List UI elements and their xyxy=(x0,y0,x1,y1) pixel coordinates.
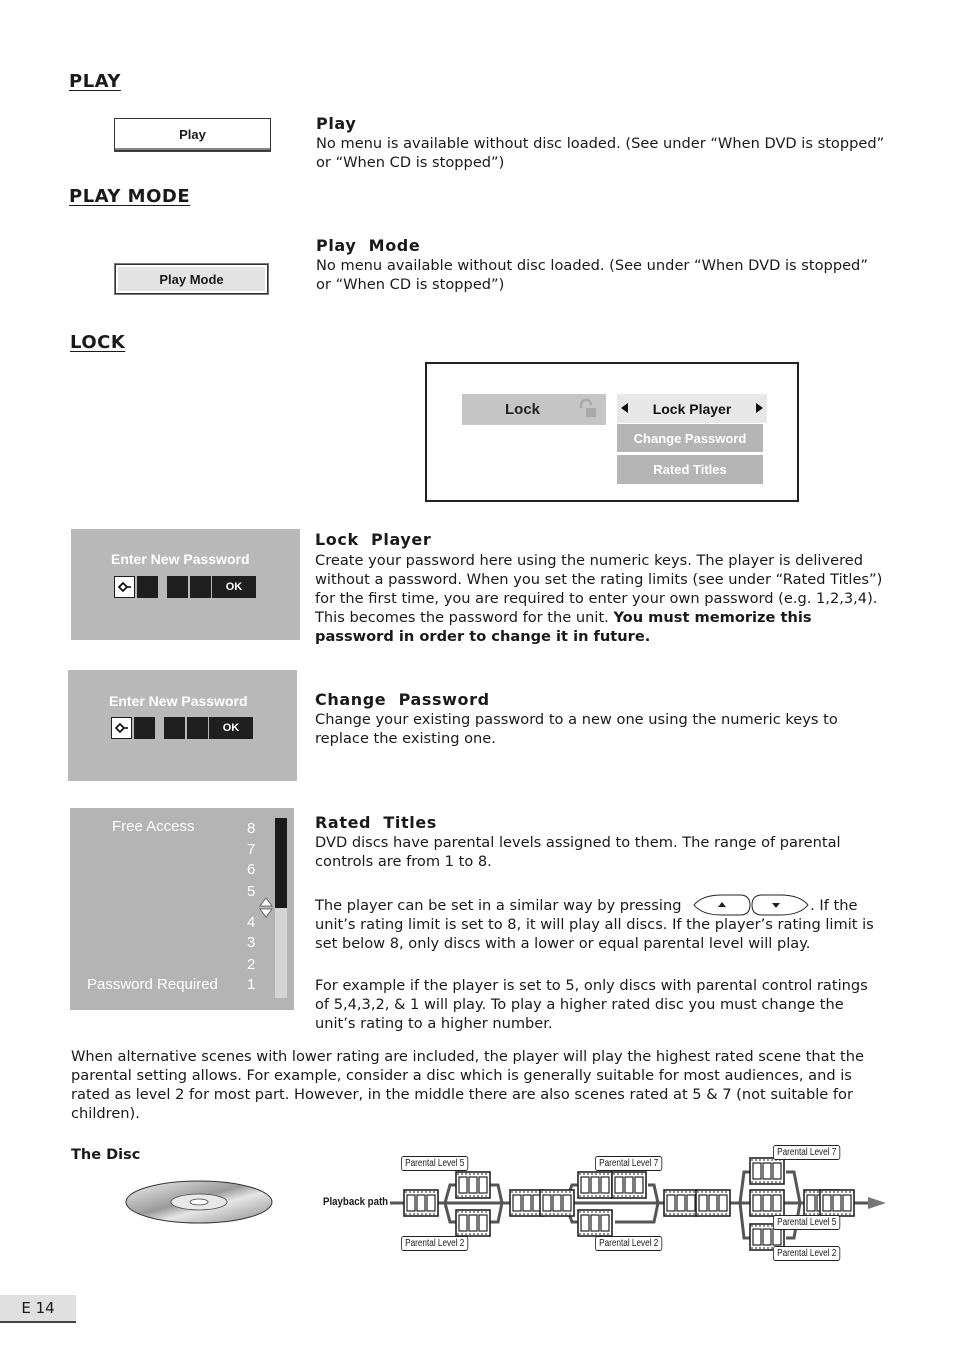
rated-titles-description-2 xyxy=(315,896,890,953)
arrow-left-icon[interactable] xyxy=(621,403,628,413)
play-description: No menu is available without disc loaded. (See under “When DVD is stopped” or “When CD is stopped”) xyxy=(316,135,885,171)
parental-level-label: Parental Level 5 xyxy=(401,1156,468,1171)
play-menu-button[interactable]: Play xyxy=(114,118,271,151)
rated-titles-description-3: For example if the player is set to 5, only discs with parental control ratings of 5,4,3,2, & 1 will play. To play a higher rated disc you must change the unit’s rating to a higher number. xyxy=(315,977,868,1032)
enter-password-panel-change xyxy=(68,670,297,781)
rated-titles-subheading: Rated Titles xyxy=(315,813,437,832)
page-number: E 14 xyxy=(0,1295,76,1323)
lock-player-text: Create your password here using the numeric keys. The player is delivered without a password. When you set the rating limits (see under “Rated Titles”) for the first time, you are required to enter your own password (e.g. 1,2,3,4). This becomes the password for the unit. xyxy=(315,552,883,626)
up-down-arrows-icon[interactable] xyxy=(259,897,273,923)
free-access-label: Free Access xyxy=(112,818,195,835)
play-subheading: Play xyxy=(316,114,357,133)
rated-titles-description-1: DVD discs have parental levels assigned to them. The range of parental controls are from 1 to 8. xyxy=(315,834,841,870)
password-digit-field[interactable] xyxy=(187,717,208,739)
rating-level: 1 xyxy=(247,976,256,993)
rating-level: 7 xyxy=(247,841,256,858)
ok-button[interactable]: OK xyxy=(212,576,256,598)
lock-option-change-password[interactable]: Change Password xyxy=(617,424,763,452)
rating-slider-fill xyxy=(275,818,287,908)
section-heading-play: PLAY xyxy=(69,71,121,92)
password-digit-field[interactable] xyxy=(137,576,158,598)
play-mode-menu-button[interactable]: Play Mode xyxy=(115,264,268,294)
the-disc-label: The Disc xyxy=(71,1147,141,1163)
lock-player-subheading: Lock Player xyxy=(315,530,432,549)
password-digit-field[interactable] xyxy=(190,576,211,598)
password-digit-field[interactable] xyxy=(134,717,155,739)
ok-button[interactable]: OK xyxy=(209,717,253,739)
parental-level-label: Parental Level 2 xyxy=(595,1236,662,1251)
lock-player-warning: You must memorize this password in order to change it in future. xyxy=(315,609,812,645)
rating-level: 5 xyxy=(247,883,256,900)
lock-option-rated-titles[interactable]: Rated Titles xyxy=(617,455,763,484)
parental-level-label: Parental Level 2 xyxy=(401,1236,468,1251)
lock-player-description xyxy=(315,551,885,646)
rating-panel xyxy=(70,808,294,1010)
rating-level: 4 xyxy=(247,914,256,931)
text-after-keys: . If the unit’s rating limit is set to 8, it will play all discs. If the player’s rating limit is set below 8, only discs with a lower or equal parental level will play. xyxy=(315,897,874,952)
password-digit-field[interactable] xyxy=(164,717,185,739)
password-digit-field[interactable] xyxy=(167,576,188,598)
play-mode-subheading: Play Mode xyxy=(316,236,421,255)
cursor-icon xyxy=(111,717,132,739)
enter-password-panel-lock xyxy=(71,529,300,640)
rating-level: 3 xyxy=(247,934,256,951)
playback-path-label: Playback path xyxy=(323,1196,389,1208)
arrow-right-icon[interactable] xyxy=(756,403,763,413)
play-mode-description: No menu available without disc loaded. (See under “When DVD is stopped” or “When CD is stopped”) xyxy=(316,257,868,293)
lock-menu-screen xyxy=(425,362,799,502)
padlock-icon xyxy=(576,399,598,424)
section-heading-play-mode: PLAY MODE xyxy=(69,186,191,207)
parental-level-label: Parental Level 5 xyxy=(773,1215,840,1230)
lock-option-lock-player[interactable] xyxy=(617,394,767,423)
up-down-keys xyxy=(692,896,810,914)
panel-title: Enter New Password xyxy=(111,551,250,567)
lock-menu-item[interactable] xyxy=(462,394,606,425)
text-before-keys: The player can be set in a similar way by pressing xyxy=(315,897,682,914)
lock-option-label: Lock Player xyxy=(652,400,732,417)
parental-level-label: Parental Level 7 xyxy=(595,1156,662,1171)
panel-title: Enter New Password xyxy=(109,693,248,709)
rating-level: 8 xyxy=(247,820,256,837)
alternative-scenes-paragraph: When alternative scenes with lower rating are included, the player will play the highest rated scene that the parental setting allows. For example, consider a disc which is generally suitable for most audiences, and is rated as level 2 for most part. However, in the middle there are also scenes rated at 5 & 7 (not suitable for children). xyxy=(71,1048,864,1122)
rating-level: 6 xyxy=(247,861,256,878)
disc-icon xyxy=(124,1179,274,1229)
section-heading-lock: LOCK xyxy=(70,332,126,353)
up-key-icon xyxy=(692,894,810,916)
parental-level-label: Parental Level 2 xyxy=(773,1246,840,1261)
password-required-label: Password Required xyxy=(87,976,218,993)
lock-menu-label: Lock xyxy=(505,401,541,418)
change-password-subheading: Change Password xyxy=(315,690,490,709)
parental-level-label: Parental Level 7 xyxy=(773,1145,840,1160)
rating-slider-track[interactable] xyxy=(275,818,287,998)
cursor-icon xyxy=(114,576,135,598)
rating-level: 2 xyxy=(247,956,256,973)
change-password-description: Change your existing password to a new one using the numeric keys to replace the existing one. xyxy=(315,711,838,747)
